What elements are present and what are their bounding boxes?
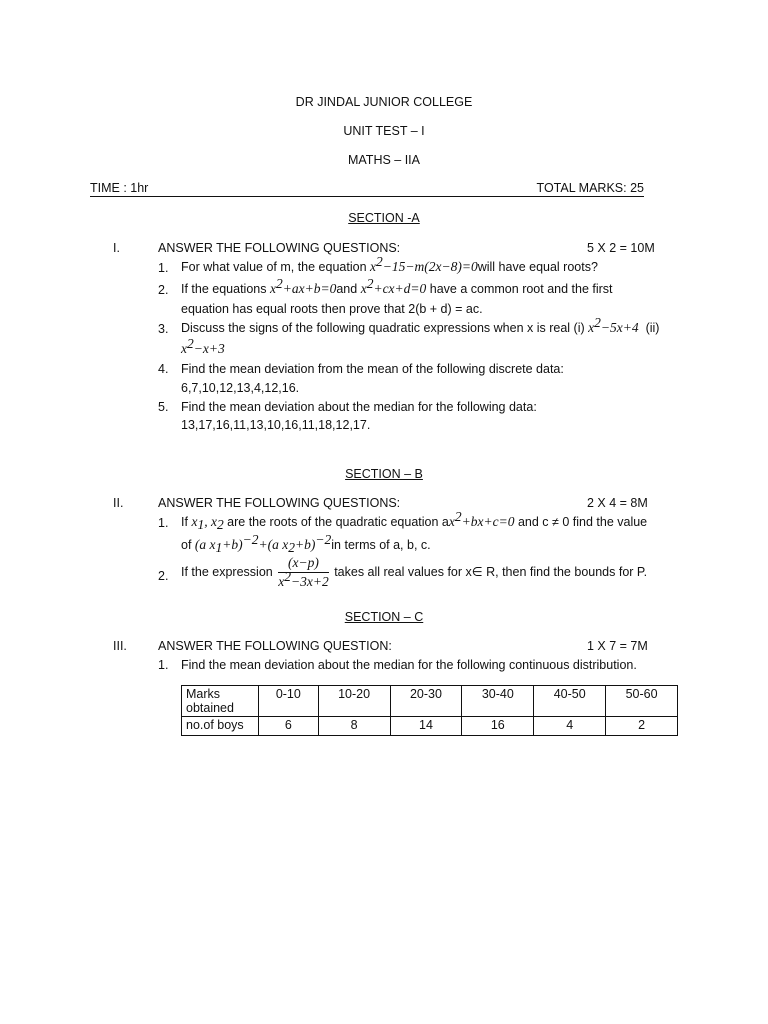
qa5-number: 5.: [158, 400, 169, 414]
qc1-number: 1.: [158, 658, 169, 672]
table-row: [182, 717, 678, 736]
time-label: TIME : 1hr: [90, 181, 149, 195]
qc1-text: Find the mean deviation about the median for the following continuous distribution.: [181, 658, 637, 672]
time-marks-line: [90, 181, 644, 197]
marks-obtained-header: Marks obtained: [182, 686, 259, 717]
qb1-number: 1.: [158, 516, 169, 530]
section-c-title: SECTION – C: [344, 610, 424, 624]
boys-count: 6: [259, 717, 319, 736]
table-row: [182, 686, 678, 717]
qa3-line1: Discuss the signs of the following quadratic expressions when x is real (i) $x^2-5x+4$ (ii): [181, 315, 660, 335]
class-interval: 40-50: [534, 686, 606, 717]
qa1-number: 1.: [158, 261, 169, 275]
class-interval: 30-40: [462, 686, 534, 717]
boys-count: 8: [318, 717, 390, 736]
class-interval: 10-20: [318, 686, 390, 717]
section-a-title: SECTION -A: [348, 211, 420, 225]
boys-count: 4: [534, 717, 606, 736]
qb2-line: If the expression $\frac{(x-p)}{x^2-3x+2}$ takes all real values for x∈ R, then find the bounds for P.: [181, 555, 648, 589]
qa3-line2: $x^2-x+3$: [181, 336, 225, 356]
section-c-marks: 1 X 7 = 7M: [587, 639, 648, 653]
qa3-number: 3.: [158, 322, 169, 336]
college-name: DR JINDAL JUNIOR COLLEGE: [295, 95, 473, 109]
class-interval: 50-60: [606, 686, 678, 717]
qb1-line2: of (a $x_1+b)^{-2}+(a$ $x_2+b)^{-2}in$ terms of a, b, c.: [181, 532, 431, 555]
class-interval: 20-30: [390, 686, 462, 717]
section-a-roman: I.: [113, 241, 120, 255]
section-a-instruction: ANSWER THE FOLLOWING QUESTIONS:: [158, 241, 401, 255]
boys-count: 16: [462, 717, 534, 736]
qa2-line2: equation has equal roots then prove that 2(b + d) = ac.: [181, 302, 483, 316]
section-c-instruction: ANSWER THE FOLLOWING QUESTION:: [158, 639, 392, 653]
boys-count: 14: [390, 717, 462, 736]
section-b-title: SECTION – B: [345, 467, 423, 481]
qa4-line2: 6,7,10,12,13,4,12,16.: [181, 381, 300, 395]
test-title: UNIT TEST – I: [343, 124, 425, 138]
qa2-line1: If the equations $x^2+ax+b=0and$ $x^2+cx+d=0$ have a common root and the first: [181, 276, 613, 296]
total-marks-label: TOTAL MARKS: 25: [536, 181, 644, 195]
no-of-boys-label: no.of boys: [182, 717, 259, 736]
qa1-text: For what value of m, the equation $x^2-15-m(2x-8)=0will$ have equal roots?: [181, 254, 598, 274]
class-interval: 0-10: [259, 686, 319, 717]
qa5-line1: Find the mean deviation about the median for the following data:: [181, 400, 537, 414]
qa5-line2: 13,17,16,11,13,10,16,11,18,12,17.: [181, 418, 371, 432]
qb2-number: 2.: [158, 569, 169, 583]
expression-fraction: $\frac{(x-p)}{x^2-3x+2}$: [278, 555, 329, 589]
section-b-marks: 2 X 4 = 8M: [587, 496, 648, 510]
boys-count: 2: [606, 717, 678, 736]
subject-title: MATHS – IIA: [347, 153, 420, 167]
distribution-table: [181, 685, 678, 736]
qa4-number: 4.: [158, 362, 169, 376]
qa4-line1: Find the mean deviation from the mean of the following discrete data:: [181, 362, 564, 376]
section-b-roman: II.: [113, 496, 124, 510]
section-a-marks: 5 X 2 = 10M: [587, 241, 655, 255]
qa2-number: 2.: [158, 283, 169, 297]
section-b-instruction: ANSWER THE FOLLOWING QUESTIONS:: [158, 496, 401, 510]
qb1-line1: If $x_1$, $x_2$ are the roots of the quadratic equation $ax^2+bx+c=0$ and c ≠ 0 find the value: [181, 509, 648, 532]
section-c-roman: III.: [113, 639, 127, 653]
